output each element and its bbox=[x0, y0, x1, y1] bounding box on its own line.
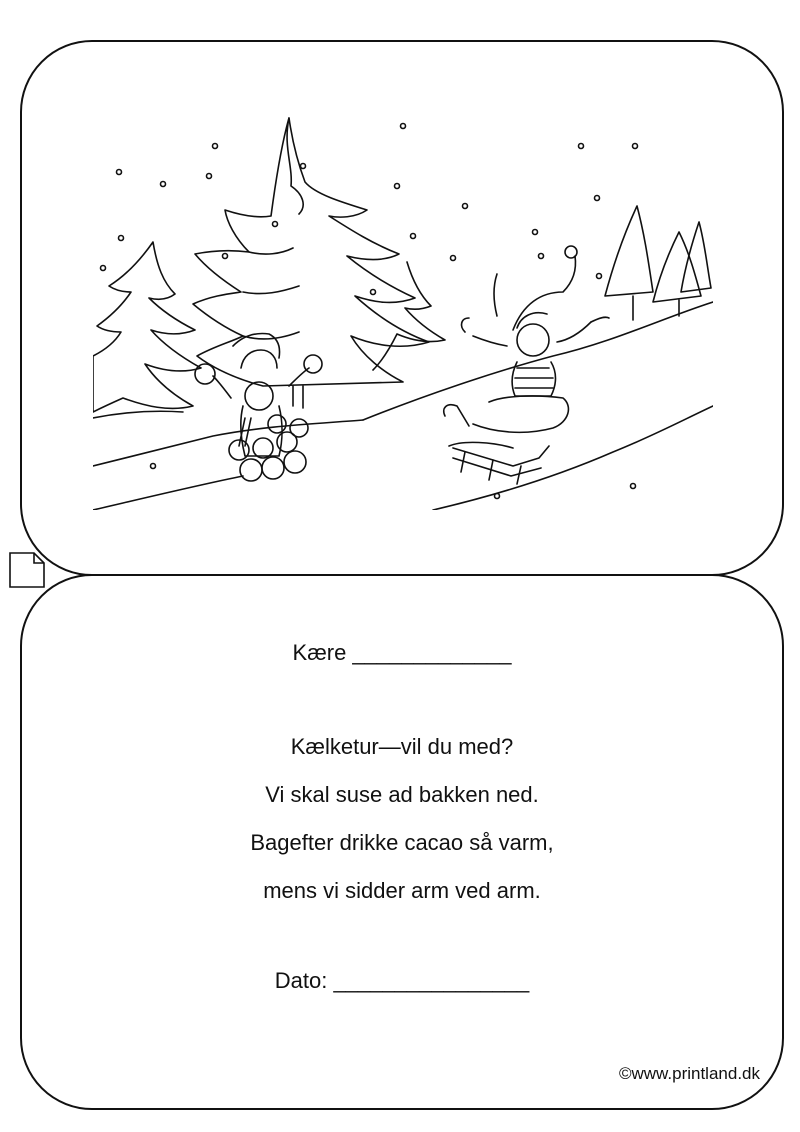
verse-line-4: mens vi sidder arm ved arm. bbox=[263, 878, 541, 903]
salutation-line: Kære _____________ bbox=[292, 640, 512, 665]
left-fir-tree bbox=[93, 242, 201, 412]
winter-sledding-illustration bbox=[93, 106, 713, 510]
date-line: Dato: ________________ bbox=[274, 968, 530, 993]
verse bbox=[20, 732, 784, 924]
document-icon bbox=[7, 549, 49, 591]
snowflakes bbox=[101, 124, 638, 499]
big-fir-tree bbox=[193, 118, 429, 408]
copyright-notice: ©www.printland.dk bbox=[618, 1064, 760, 1083]
distant-fir-trees bbox=[605, 206, 711, 320]
verse-line-1: Kælketur—vil du med? bbox=[290, 734, 514, 759]
middle-fir-tree bbox=[373, 262, 445, 370]
girl-on-sled bbox=[444, 246, 609, 484]
verse-line-2: Vi skal suse ad bakken ned. bbox=[265, 782, 539, 807]
verse-line-3: Bagefter drikke cacao så varm, bbox=[250, 830, 554, 855]
